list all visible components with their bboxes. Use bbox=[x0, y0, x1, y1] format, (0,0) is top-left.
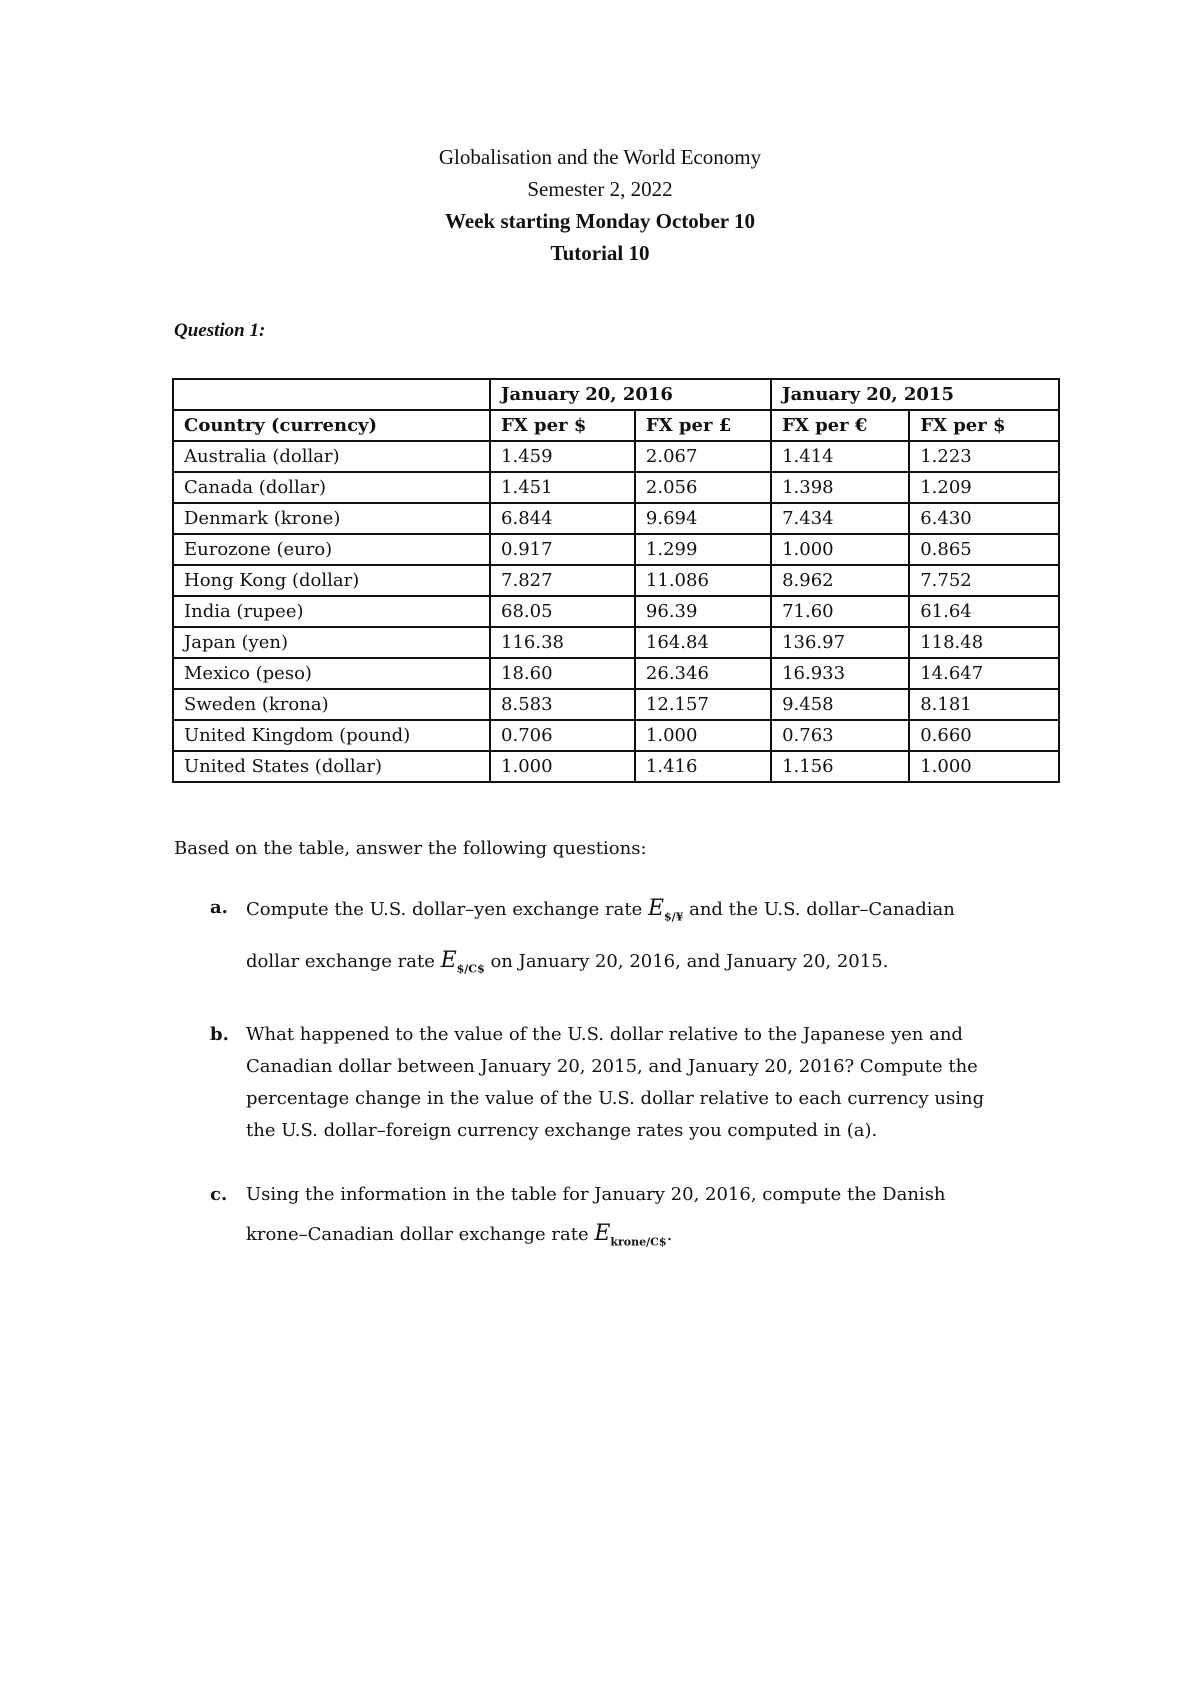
text-fragment: . bbox=[666, 1224, 673, 1245]
text-fragment: on January 20, 2016, and January 20, 2015. bbox=[484, 951, 889, 973]
country-cell: Hong Kong (dollar) bbox=[173, 565, 490, 596]
semester: Semester 2, 2022 bbox=[527, 177, 673, 201]
header-empty-cell bbox=[173, 379, 490, 410]
table-row bbox=[173, 720, 1059, 751]
exchange-rate-symbol bbox=[440, 948, 485, 976]
column-header: FX per £ bbox=[635, 410, 771, 441]
question-label: Question 1: bbox=[174, 320, 266, 341]
question-text bbox=[246, 1019, 1066, 1147]
rate-cell: 7.434 bbox=[771, 503, 909, 534]
rate-cell: 1.000 bbox=[490, 751, 635, 782]
tutorial-number: Tutorial 10 bbox=[550, 241, 650, 265]
rate-cell: 18.60 bbox=[490, 658, 635, 689]
text-line: the U.S. dollar–foreign currency exchange rates you computed in (a). bbox=[246, 1120, 878, 1141]
rate-cell: 0.917 bbox=[490, 534, 635, 565]
rate-cell: 7.827 bbox=[490, 565, 635, 596]
text-fragment: Compute the U.S. dollar–yen exchange rate bbox=[246, 899, 648, 920]
rate-cell: 0.706 bbox=[490, 720, 635, 751]
question-letter: a. bbox=[210, 897, 228, 918]
symbol-letter: E bbox=[647, 896, 665, 921]
symbol-subscript: $/¥ bbox=[664, 910, 684, 924]
table-row bbox=[173, 596, 1059, 627]
table-row bbox=[173, 689, 1059, 720]
rate-cell: 1.451 bbox=[490, 472, 635, 503]
document-header bbox=[0, 141, 1200, 269]
rate-cell: 1.223 bbox=[909, 441, 1059, 472]
symbol-subscript: krone/C$ bbox=[610, 1235, 667, 1249]
rate-cell: 0.865 bbox=[909, 534, 1059, 565]
rate-cell: 9.694 bbox=[635, 503, 771, 534]
exchange-rate-symbol bbox=[594, 1221, 667, 1249]
rate-cell: 9.458 bbox=[771, 689, 909, 720]
rate-cell: 1.000 bbox=[635, 720, 771, 751]
rate-cell: 11.086 bbox=[635, 565, 771, 596]
question-text bbox=[246, 1179, 1066, 1259]
table-row bbox=[173, 472, 1059, 503]
country-cell: Eurozone (euro) bbox=[173, 534, 490, 565]
rate-cell: 16.933 bbox=[771, 658, 909, 689]
column-header: FX per € bbox=[771, 410, 909, 441]
question-text bbox=[246, 892, 1066, 987]
rate-cell: 2.067 bbox=[635, 441, 771, 472]
question-letter: b. bbox=[210, 1024, 229, 1045]
question-letter: c. bbox=[210, 1184, 228, 1205]
date-2015-header: January 20, 2015 bbox=[771, 379, 1059, 410]
country-cell: India (rupee) bbox=[173, 596, 490, 627]
rate-cell: 8.962 bbox=[771, 565, 909, 596]
rate-cell: 71.60 bbox=[771, 596, 909, 627]
table-date-row bbox=[173, 379, 1059, 410]
rate-cell: 1.416 bbox=[635, 751, 771, 782]
table-row bbox=[173, 565, 1059, 596]
country-cell: Sweden (krona) bbox=[173, 689, 490, 720]
column-header: FX per $ bbox=[490, 410, 635, 441]
column-header: FX per $ bbox=[909, 410, 1059, 441]
week-line: Week starting Monday October 10 bbox=[445, 209, 755, 233]
exchange-rate-table bbox=[172, 378, 1060, 783]
exchange-rate-symbol bbox=[647, 896, 684, 924]
course-title: Globalisation and the World Economy bbox=[438, 145, 762, 169]
date-2016-header: January 20, 2016 bbox=[490, 379, 771, 410]
table-row bbox=[173, 627, 1059, 658]
rate-cell: 0.763 bbox=[771, 720, 909, 751]
rate-cell: 1.459 bbox=[490, 441, 635, 472]
rate-cell: 1.398 bbox=[771, 472, 909, 503]
rate-cell: 7.752 bbox=[909, 565, 1059, 596]
rate-cell: 6.430 bbox=[909, 503, 1059, 534]
rate-cell: 2.056 bbox=[635, 472, 771, 503]
text-fragment: dollar exchange rate bbox=[246, 951, 441, 973]
country-cell: Mexico (peso) bbox=[173, 658, 490, 689]
symbol-letter: E bbox=[594, 1221, 611, 1246]
rate-cell: 8.583 bbox=[490, 689, 635, 720]
symbol-subscript: $/C$ bbox=[456, 962, 485, 976]
rate-cell: 1.209 bbox=[909, 472, 1059, 503]
rate-cell: 164.84 bbox=[635, 627, 771, 658]
rate-cell: 136.97 bbox=[771, 627, 909, 658]
table-row bbox=[173, 534, 1059, 565]
rate-cell: 68.05 bbox=[490, 596, 635, 627]
text-line: What happened to the value of the U.S. dollar relative to the Japanese yen and bbox=[246, 1024, 963, 1045]
column-header: Country (currency) bbox=[173, 410, 490, 441]
rate-cell: 96.39 bbox=[635, 596, 771, 627]
rate-cell: 1.156 bbox=[771, 751, 909, 782]
rate-cell: 8.181 bbox=[909, 689, 1059, 720]
rate-cell: 26.346 bbox=[635, 658, 771, 689]
table-row bbox=[173, 503, 1059, 534]
rate-cell: 1.414 bbox=[771, 441, 909, 472]
rate-cell: 6.844 bbox=[490, 503, 635, 534]
text-line: Canadian dollar between January 20, 2015, and January 20, 2016? Compute the bbox=[246, 1056, 978, 1077]
country-cell: Denmark (krone) bbox=[173, 503, 490, 534]
text-fragment: and the U.S. dollar–Canadian bbox=[683, 899, 955, 920]
rate-cell: 12.157 bbox=[635, 689, 771, 720]
rate-cell: 118.48 bbox=[909, 627, 1059, 658]
rate-cell: 0.660 bbox=[909, 720, 1059, 751]
rate-cell: 14.647 bbox=[909, 658, 1059, 689]
text-line: percentage change in the value of the U.S. dollar relative to each currency using bbox=[246, 1088, 985, 1109]
table-row bbox=[173, 658, 1059, 689]
country-cell: Japan (yen) bbox=[173, 627, 490, 658]
rate-cell: 116.38 bbox=[490, 627, 635, 658]
table-row bbox=[173, 751, 1059, 782]
country-cell: United Kingdom (pound) bbox=[173, 720, 490, 751]
text-line: Using the information in the table for January 20, 2016, compute the Danish bbox=[246, 1184, 946, 1205]
rate-cell: 61.64 bbox=[909, 596, 1059, 627]
country-cell: Australia (dollar) bbox=[173, 441, 490, 472]
symbol-letter: E bbox=[440, 948, 457, 974]
table-column-header-row bbox=[173, 410, 1059, 441]
country-cell: Canada (dollar) bbox=[173, 472, 490, 503]
country-cell: United States (dollar) bbox=[173, 751, 490, 782]
instructions: Based on the table, answer the following questions: bbox=[174, 838, 647, 859]
rate-cell: 1.299 bbox=[635, 534, 771, 565]
text-fragment: krone–Canadian dollar exchange rate bbox=[246, 1224, 595, 1245]
table-row bbox=[173, 441, 1059, 472]
rate-cell: 1.000 bbox=[909, 751, 1059, 782]
rate-cell: 1.000 bbox=[771, 534, 909, 565]
